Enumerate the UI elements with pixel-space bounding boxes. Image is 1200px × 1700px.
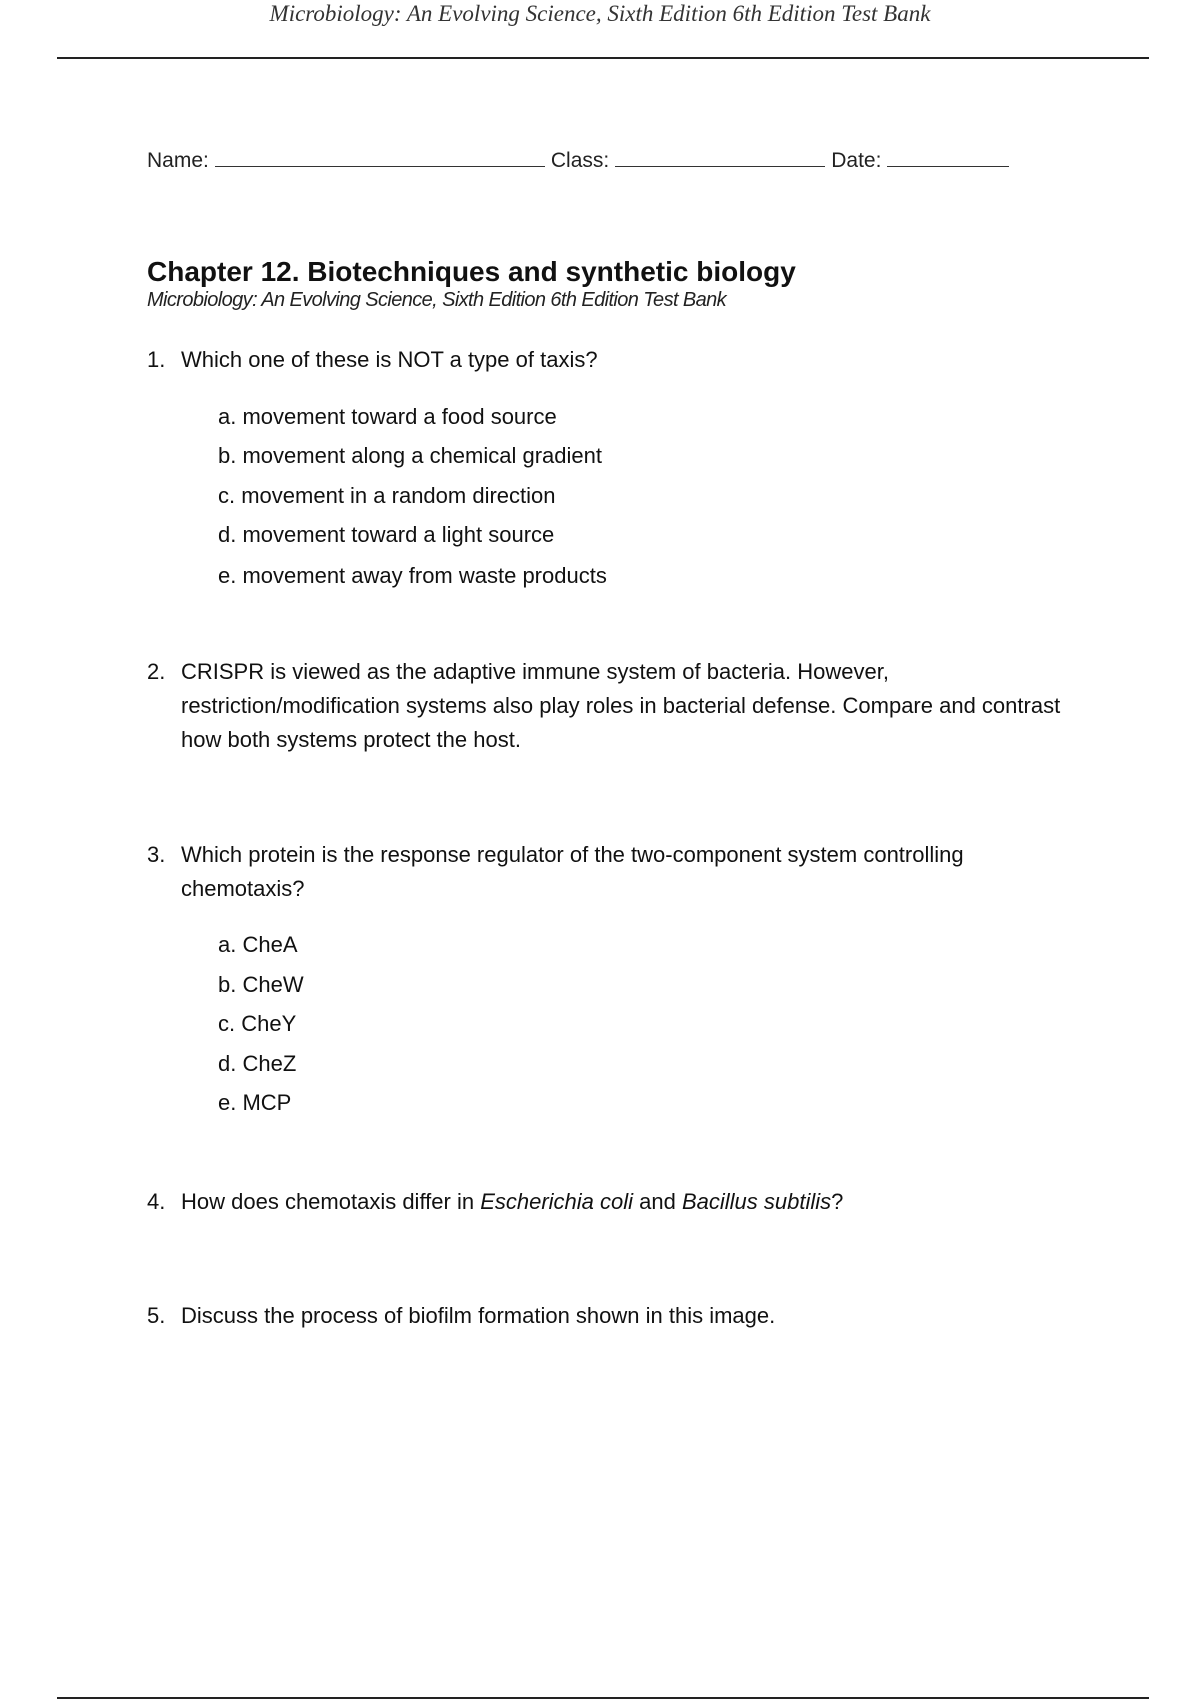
question-2 <box>147 655 1087 757</box>
class-blank <box>615 146 825 167</box>
species-name: Escherichia coli <box>480 1189 634 1214</box>
option: c. CheY <box>218 1011 297 1036</box>
text-part: ? <box>831 1189 844 1214</box>
question-4 <box>147 1185 1087 1219</box>
question-number: 1. <box>147 347 166 372</box>
question-number: 3. <box>147 842 166 867</box>
name-blank <box>215 146 545 167</box>
question-1 <box>147 343 1087 377</box>
date-blank <box>887 146 1009 167</box>
option: d. CheZ <box>218 1051 297 1076</box>
running-header: Microbiology: An Evolving Science, Sixth Edition 6th Edition Test Bank <box>269 1 931 26</box>
question-number: 5. <box>147 1303 166 1328</box>
date-label: Date: <box>831 149 882 172</box>
text-part: How does chemotaxis differ in <box>181 1189 481 1214</box>
chapter-title: Chapter 12. Biotechniques and synthetic biology <box>147 256 796 287</box>
question-text: Which one of these is NOT a type of taxis? <box>181 347 598 372</box>
option: c. movement in a random direction <box>218 483 556 508</box>
question-text <box>181 1185 1087 1219</box>
option: e. movement away from waste products <box>218 563 607 588</box>
question-number: 4. <box>147 1189 166 1214</box>
question-text: CRISPR is viewed as the adaptive immune system of bacteria. However, restriction/modification systems also play roles in bacterial defense. Compare and contrast how both systems protect the host. <box>181 659 1061 752</box>
footer-rule <box>57 1697 1149 1699</box>
text-part: and <box>633 1189 682 1214</box>
student-info-row <box>147 146 1015 173</box>
option: b. movement along a chemical gradient <box>218 443 602 468</box>
question-text: Which protein is the response regulator of the two-component system controlling chemotaxis? <box>181 842 964 901</box>
option: b. CheW <box>218 972 304 997</box>
header-rule <box>57 57 1149 59</box>
question-number: 2. <box>147 659 166 684</box>
question-text: Discuss the process of biofilm formation shown in this image. <box>181 1303 776 1328</box>
option: e. MCP <box>218 1090 292 1115</box>
question-5 <box>147 1299 1087 1333</box>
option: d. movement toward a light source <box>218 522 555 547</box>
name-label: Name: <box>147 149 209 172</box>
option: a. movement toward a food source <box>218 404 557 429</box>
species-name: Bacillus subtilis <box>681 1189 832 1214</box>
question-3 <box>147 838 1087 906</box>
option: a. CheA <box>218 932 298 957</box>
chapter-subtitle: Microbiology: An Evolving Science, Sixth Edition 6th Edition Test Bank <box>147 289 727 311</box>
class-label: Class: <box>550 149 610 172</box>
